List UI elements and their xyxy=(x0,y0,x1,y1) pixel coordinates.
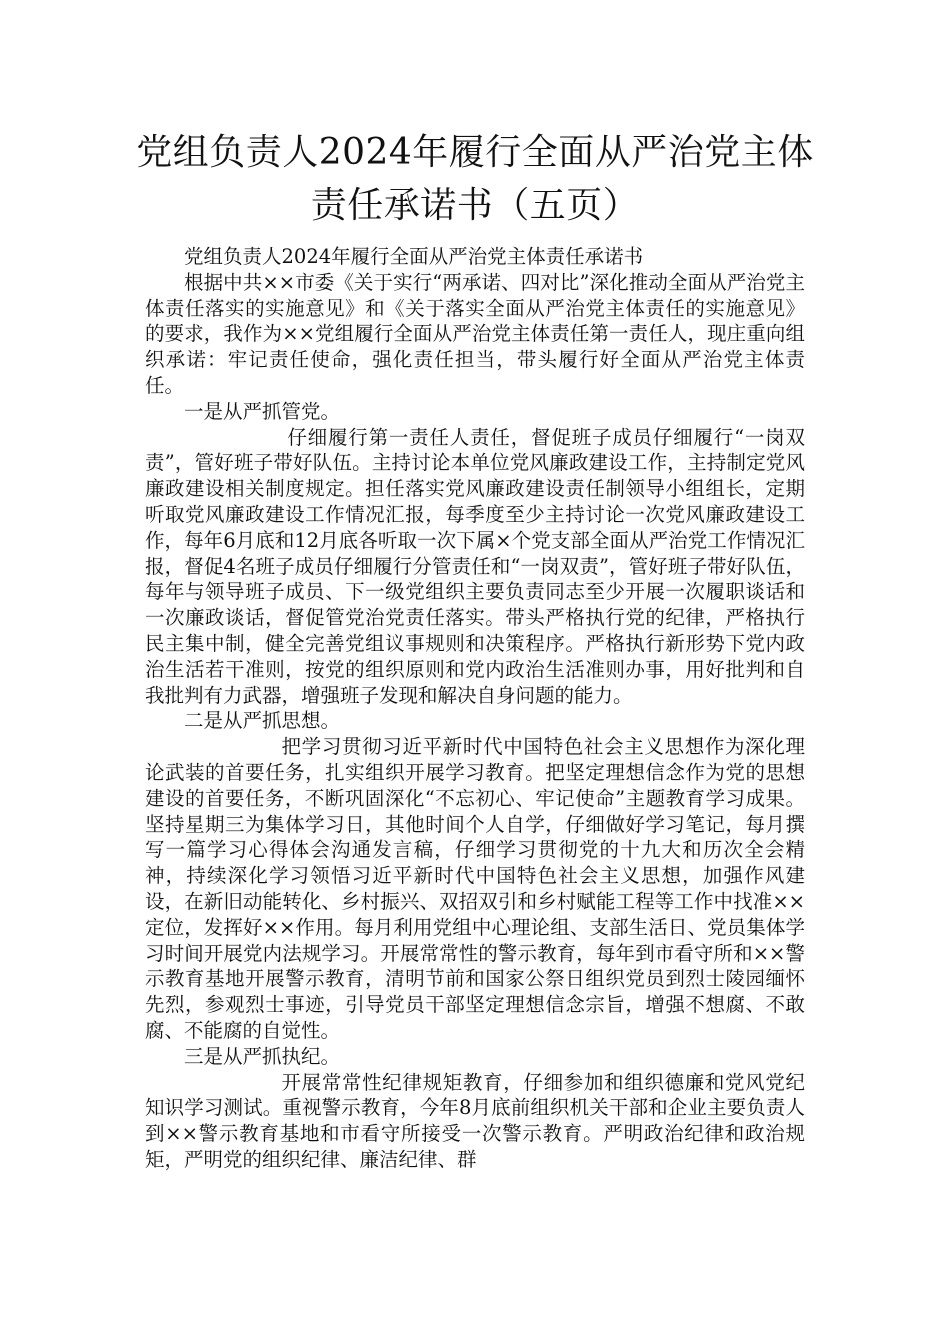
section-heading-3: 三是从严抓执纪。 xyxy=(184,1044,341,1068)
document-body xyxy=(145,244,805,1173)
subtitle: 党组负责人2024年履行全面从严治党主体责任承诺书 xyxy=(184,245,644,268)
title-line-1: 党组负责人2024年履行全面从严治党主体 xyxy=(136,132,814,173)
section-content-3: 开展常常性纪律规矩教育，仔细参加和组织德廉和党风党纪知识学习测试。重视警示教育，今年8月底前组织机关干部和企业主要负责人到××警示教育基地和市看守所接受一次警示教育。严明政治纪律和政治规矩，严明党的组织纪律、廉洁纪律、群 xyxy=(145,1070,805,1171)
intro-paragraph: 根据中共××市委《关于实行“两承诺、四对比”深化推动全面从严治党主体责任落实的实施意见》和《关于落实全面从严治党主体责任的实施意见》的要求，我作为××党组履行全面从严治党主体责任第一责任人，现庄重向组织承诺：牢记责任使命，强化责任担当，带头履行好全面从严治党主体责任。 xyxy=(145,270,805,397)
section-heading-2: 二是从严抓思想。 xyxy=(184,709,341,733)
section-heading-1: 一是从严抓管党。 xyxy=(184,399,341,423)
section-content-2: 把学习贯彻习近平新时代中国特色社会主义思想作为深化理论武装的首要任务，扎实组织开展学习教育。把坚定理想信念作为党的思想建设的首要任务，不断巩固深化“不忘初心、牢记使命”主题教育学习成果。坚持星期三为集体学习日，其他时间个人自学，仔细做好学习笔记，每月撰写一篇学习心得体会沟通发言稿，仔细学习贯彻党的十九大和历次全会精神，持续深化学习领悟习近平新时代中国特色社会主义思想，加强作风建设，在新旧动能转化、乡村振兴、双招双引和乡村赋能工程等工作中找准××定位，发挥好××作用。每月利用党组中心理论组、支部生活日、党员集体学习时间开展党内法规学习。开展常常性的警示教育，每年到市看守所和××警示教育基地开展警示教育，清明节前和国家公祭日组织党员到烈士陵园缅怀先烈，参观烈士事迹，引导党员干部坚定理想信念宗旨，增强不想腐、不敢腐、不能腐的自觉性。 xyxy=(145,735,805,1042)
section-content-1: 仔细履行第一责任人责任，督促班子成员仔细履行“一岗双责”，管好班子带好队伍。主持讨论本单位党风廉政建设工作，主持制定党风廉政建设相关制度规定。担任落实党风廉政建设责任制领导小组组长，定期听取党风廉政建设工作情况汇报，每季度至少主持讨论一次党风廉政建设工作，每年6月底和12月底各听取一次下属×个党支部全面从严治党工作情况汇报，督促4名班子成员仔细履行分管责任和“一岗双责”，管好班子带好队伍，每年与领导班子成员、下一级党组织主要负责同志至少开展一次履职谈话和一次廉政谈话，督促管党治党责任落实。带头严格执行党的纪律，严格执行民主集中制，健全完善党组议事规则和决策程序。严格执行新形势下党内政治生活若干准则，按党的组织原则和党内政治生活准则办事，用好批判和自我批判有力武器，增强班子发现和解决自身问题的能力。 xyxy=(145,425,805,707)
title-line-2: 责任承诺书（五页） xyxy=(310,185,640,226)
document-title xyxy=(100,126,850,232)
